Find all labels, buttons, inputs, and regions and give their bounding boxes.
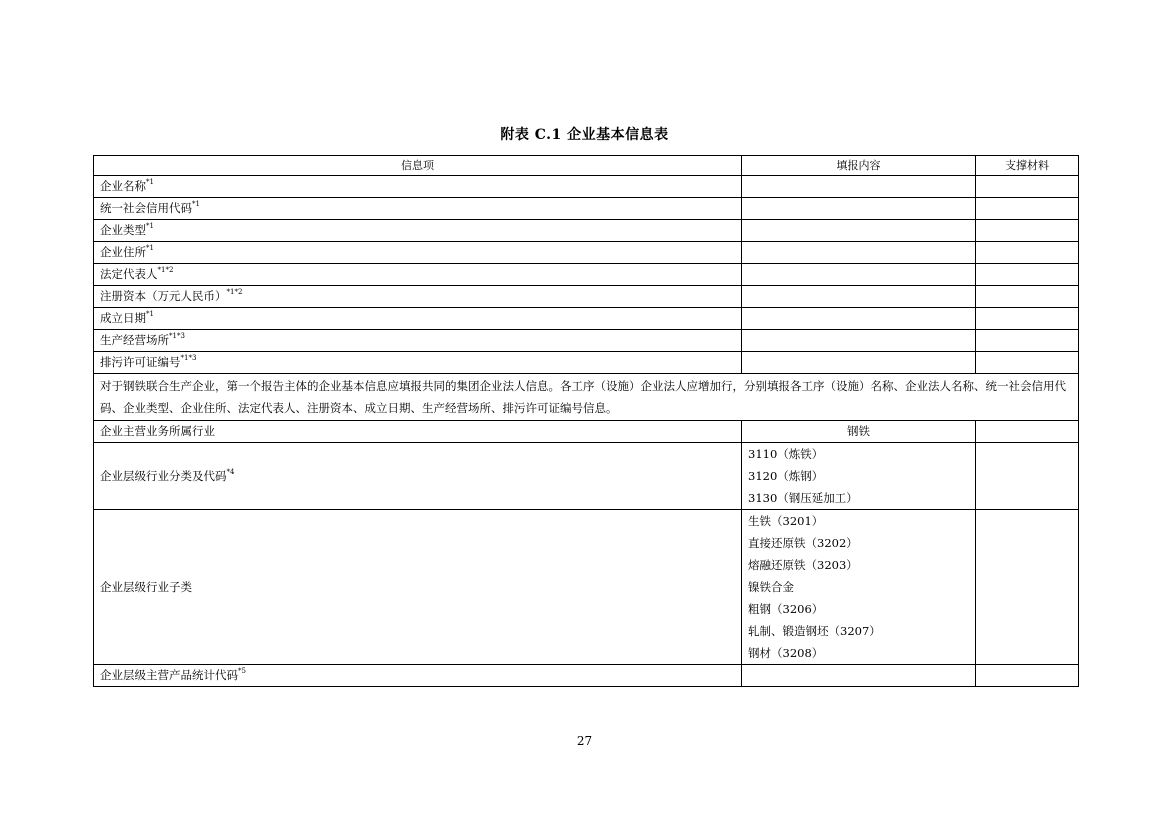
enterprise-info-table <box>93 155 1079 687</box>
table-row <box>94 220 1079 242</box>
table-row <box>94 330 1079 352</box>
table-row <box>94 242 1079 264</box>
header-fill-content: 填报内容 <box>742 156 976 176</box>
note-text: 对于钢铁联合生产企业，第一个报告主体的企业基本信息应填报共同的集团企业法人信息。各工序（设施）企业法人应增加行，分别填报各工序（设施）名称、企业法人名称、统一社会信用代码、企业类型、企业住所、法定代表人、注册资本、成立日期、生产经营场所、排污许可证编号信息。 <box>94 374 1079 421</box>
subcategory-item: 熔融还原铁（3203） <box>748 558 858 572</box>
fill-content-cell[interactable] <box>742 308 976 330</box>
classification-label: 企业层级行业分类及代码$^{*4}$ <box>94 443 742 510</box>
fill-content-cell[interactable] <box>742 352 976 374</box>
info-item-label: 企业名称$^{*1}$ <box>94 176 742 198</box>
industry-value[interactable]: 钢铁 <box>742 421 976 443</box>
table-row <box>94 308 1079 330</box>
table-title: 附表 C.1 企业基本信息表 <box>500 127 669 143</box>
supporting-material-cell[interactable] <box>976 220 1079 242</box>
page-number: 27 <box>576 734 593 748</box>
subcategory-item: 钢材（3208） <box>748 646 824 660</box>
subcategory-item: 粗钢（3206） <box>748 602 824 616</box>
supporting-material-cell[interactable] <box>976 264 1079 286</box>
product-code-label: 企业层级主营产品统计代码$^{*5}$ <box>94 665 742 687</box>
classification-item: 3120（炼钢） <box>748 469 824 483</box>
supporting-material-cell[interactable] <box>976 308 1079 330</box>
subcategory-values[interactable] <box>742 510 976 665</box>
info-item-label: 生产经营场所$^{*1*3}$ <box>94 330 742 352</box>
classification-item: 3110（炼铁） <box>748 447 824 461</box>
supporting-material-cell[interactable] <box>976 198 1079 220</box>
supporting-material-cell[interactable] <box>976 286 1079 308</box>
fill-content-cell[interactable] <box>742 198 976 220</box>
table-row <box>94 198 1079 220</box>
header-info-item: 信息项 <box>94 156 742 176</box>
table-row <box>94 176 1079 198</box>
fill-content-cell[interactable] <box>742 264 976 286</box>
subcategory-item: 轧制、锻造钢坯（3207） <box>748 624 881 638</box>
fill-content-cell[interactable] <box>742 220 976 242</box>
header-supporting-material: 支撑材料 <box>976 156 1079 176</box>
supporting-material-cell[interactable] <box>976 352 1079 374</box>
info-item-label: 法定代表人$^{*1*2}$ <box>94 264 742 286</box>
classification-row <box>94 443 1079 510</box>
product-code-value-cell[interactable] <box>742 665 976 687</box>
supporting-material-cell[interactable] <box>976 176 1079 198</box>
subcategory-item: 直接还原铁（3202） <box>748 536 858 550</box>
fill-content-cell[interactable] <box>742 286 976 308</box>
industry-label: 企业主营业务所属行业 <box>94 421 742 443</box>
subcategory-material-cell[interactable] <box>976 510 1079 665</box>
subcategory-item: 生铁（3201） <box>748 514 824 528</box>
classification-item: 3130（钢压延加工） <box>748 491 858 505</box>
subcategory-row <box>94 510 1079 665</box>
fill-content-cell[interactable] <box>742 242 976 264</box>
info-item-label: 排污许可证编号$^{*1*3}$ <box>94 352 742 374</box>
table-row <box>94 264 1079 286</box>
subcategory-item: 镍铁合金 <box>748 580 794 594</box>
info-item-label: 统一社会信用代码$^{*1}$ <box>94 198 742 220</box>
industry-row <box>94 421 1079 443</box>
table-row <box>94 352 1079 374</box>
classification-material-cell[interactable] <box>976 443 1079 510</box>
info-item-label: 企业住所$^{*1}$ <box>94 242 742 264</box>
subcategory-label: 企业层级行业子类 <box>94 510 742 665</box>
info-item-label: 成立日期$^{*1}$ <box>94 308 742 330</box>
product-code-row <box>94 665 1079 687</box>
header-row <box>94 156 1079 176</box>
fill-content-cell[interactable] <box>742 330 976 352</box>
supporting-material-cell[interactable] <box>976 330 1079 352</box>
note-row <box>94 374 1079 421</box>
classification-values[interactable] <box>742 443 976 510</box>
basic-rows <box>94 176 1079 374</box>
info-item-label: 注册资本（万元人民币）$^{*1*2}$ <box>94 286 742 308</box>
product-code-material-cell[interactable] <box>976 665 1079 687</box>
table-row <box>94 286 1079 308</box>
fill-content-cell[interactable] <box>742 176 976 198</box>
info-item-label: 企业类型$^{*1}$ <box>94 220 742 242</box>
industry-material-cell[interactable] <box>976 421 1079 443</box>
supporting-material-cell[interactable] <box>976 242 1079 264</box>
